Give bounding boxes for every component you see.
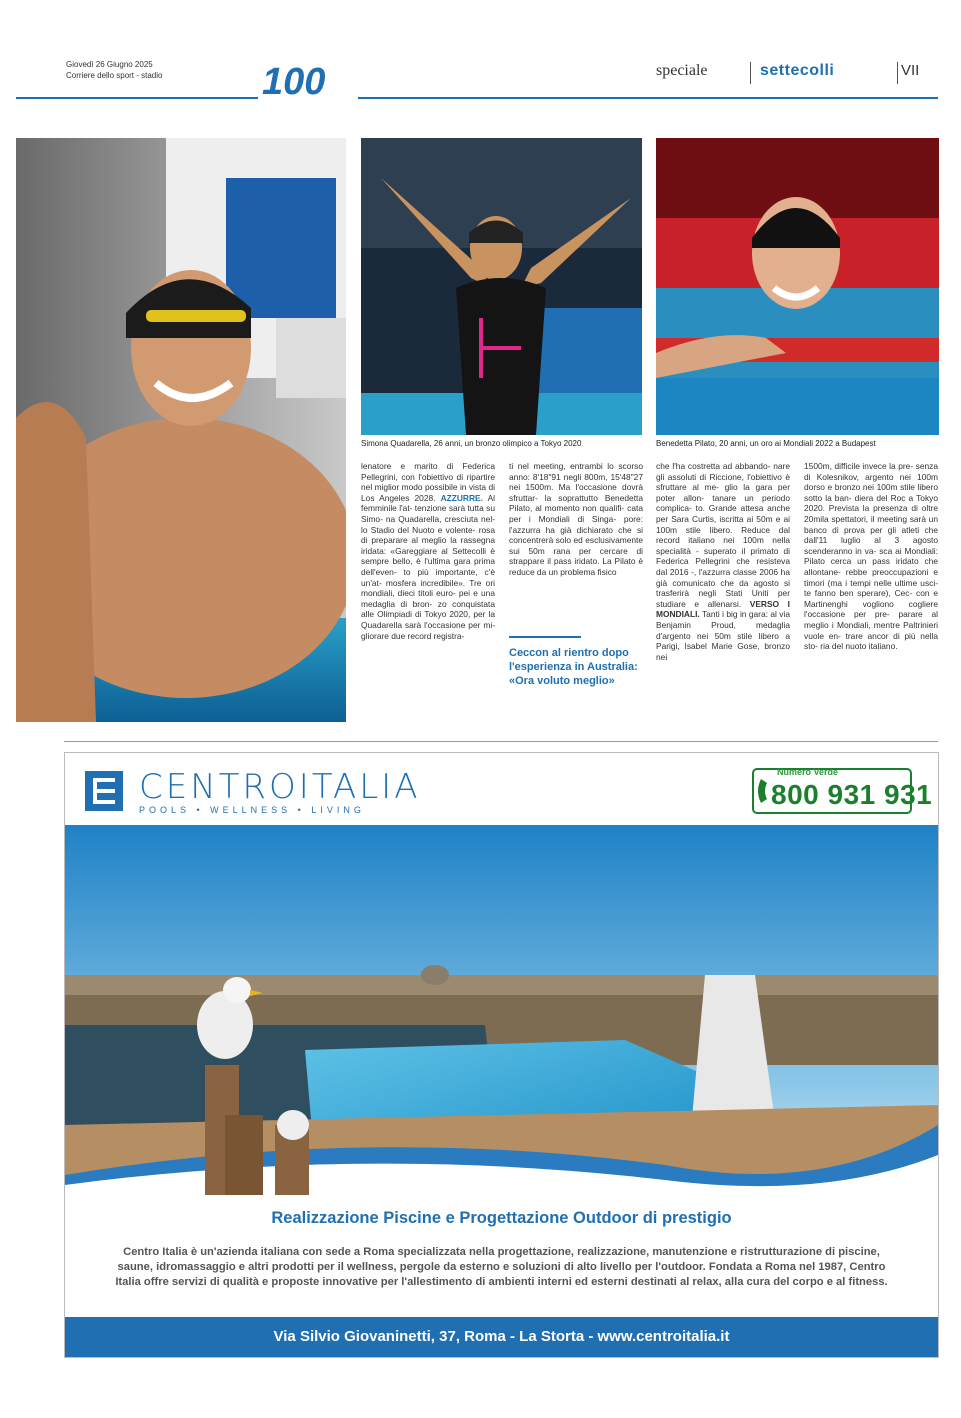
- ad-photo-rooftop-pool: [65, 825, 938, 1195]
- article-text: ti nel meeting, entrambi lo scorso anno: 8'18"91 negli 800m, 15'48"27 nei 1500m. Ma l'occasione dovrà sfruttar- la soprattutto Benedetta Pilato, al momento non qualifi- cata per i Mondiali di Singa- pore: l'azzurra ha già dichiarato che si concentrerà solo ed esclusivamente sui 50m rana per cercare di strappare il pass iridato. La Pilato è reduce da un problema fisico: [509, 461, 643, 577]
- subhead-verso-i-mondiali: VERSO I MONDIALI.: [656, 598, 790, 620]
- header-date-block: [66, 59, 162, 81]
- section-divider: [64, 741, 938, 742]
- photo-quadarella: [361, 138, 642, 435]
- centroitalia-logo-icon: [85, 771, 123, 811]
- centenary-logo: [258, 54, 358, 104]
- article-column-1: [361, 461, 495, 716]
- ad-headline: Realizzazione Piscine e Progettazione Outdoor di prestigio: [271, 1209, 732, 1227]
- ad-tagline: POOLS • WELLNESS • LIVING: [139, 805, 365, 815]
- phone-number: 800 931 931: [771, 779, 933, 810]
- article-column-4: [804, 461, 938, 716]
- subhead-azzurre: AZZURRE.: [440, 492, 483, 503]
- photo-pilato: [656, 138, 939, 435]
- article-column-2: [509, 461, 643, 621]
- advertisement-centroitalia: [64, 752, 939, 1358]
- article-text: Tanti i big in gara: al via Benjamin Proud, medaglia d'argento nei 50m stile libero a Parigi, Isabel Marie Gose, bronzo nei: [656, 609, 790, 662]
- header-page-bar: [897, 62, 898, 84]
- header-rule: [16, 97, 938, 99]
- pullquote-rule: [509, 636, 581, 638]
- logo-number: 100: [262, 61, 326, 103]
- ad-body-text: Centro Italia è un'azienda italiana con sede a Roma specializzata nella progettazione, realizzazione, manutenzione e ristrutturazione di piscine, saune, idromassaggio e altri prodotti per il wellness, pergole da esterno e soluzioni di alto livello per l'outdoor. Fondata a Roma nel 1987, Centro Italia offre servizi di qualità e proposte innovative per l'allestimento di ambienti interni ed esterni destinati al relax, alla cura del corpo e al fitness.: [115, 1246, 888, 1288]
- header-section: settecolli: [760, 62, 835, 79]
- pullquote: Ceccon al rientro dopo l'esperienza in Australia: «Ora voluto meglio»: [509, 647, 638, 687]
- ad-address: Via Silvio Giovaninetti, 37, Roma - La Storta - www.centroitalia.it: [273, 1328, 730, 1345]
- article-column-3: [656, 461, 790, 719]
- caption-pilato: Benedetta Pilato, 20 anni, un oro ai Mondiali 2022 a Budapest: [656, 439, 876, 448]
- photo-swimmer-male: [16, 138, 346, 722]
- article-text: 1500m, difficile invece la pre- senza di Kolesnikov, argento nei 100m dorso e bronzo nei 100m stile libero sotto la ban- diera del Roc a Tokyo 2020. Prevista la presenza di oltre 20mila spettatori, il meeting sarà un banco di prova per gli atleti che dall'11 luglio al 3 agosto scenderanno in va- sca ai Mondiali: Pilato cerca un pass iridato che allontane- rebbe preoccupazioni e timori (ma i tempi nelle ultime usci- te fanno ben sperare), Cec- con e Martinenghi vogliono cogliere l'occasione per pre- parare al meglio i Mondiali, mentre Paltrinieri vuole en- trare ancor di più nella sto- ria del nuoto italiano.: [804, 461, 938, 652]
- caption-quadarella: Simona Quadarella, 26 anni, un bronzo olimpico a Tokyo 2020: [361, 439, 582, 448]
- ad-brand-name: CENTROITALIA: [139, 767, 421, 807]
- phone-label: Numero Verde: [777, 767, 839, 777]
- header-separator: [750, 62, 751, 84]
- header-edition: Corriere dello sport - stadio: [66, 71, 163, 80]
- article-text: che l'ha costretta ad abbando- nare gli assoluti di Riccione, l'obiettivo è sfruttare al me- glio la gara per poter allon- tanare un periodo complica- to. Grande attesa anche per Sara Curtis, iscritta ai 50m e ai 100m stile libero. Reduce dal record italiano nei 100m nella specialità - superato il primato di Federica Pellegrini che resisteva dal 2016 -, l'azzurra classe 2006 ha già comunicato che da agosto si trasferirà negli Stati Uniti per studiare e allenarsi.: [656, 461, 790, 609]
- article-text: Al femminile l'at- tenzione sarà tutta su Simo- na Quadarella, cresciuta nel- lo Stadio del Nuoto e volente- rosa di preparare al meglio la rassegna iridata: «Gareggiare al Settecolli è sempre bello, è l'ultima gara prima dell'even- to più importante, c'è un'at- mosfera incredibile». Tre ori mondiali, dieci titoli euro- pei e una medaglia di bron- zo conquistata alle Olimpiadi di Tokyo 2020, per la Quadarella sarà l'occasione per mi- gliorare due record registra-: [361, 492, 495, 641]
- article-text: lenatore e marito di Federica Pellegrini, con l'obiettivo di ripartire nel miglior modo possibile in vista di Los Angeles 2028.: [361, 461, 495, 503]
- header-speciale: speciale: [656, 62, 708, 79]
- page-number: VII: [901, 62, 920, 79]
- header-date: Giovedì 26 Giugno 2025: [66, 60, 153, 69]
